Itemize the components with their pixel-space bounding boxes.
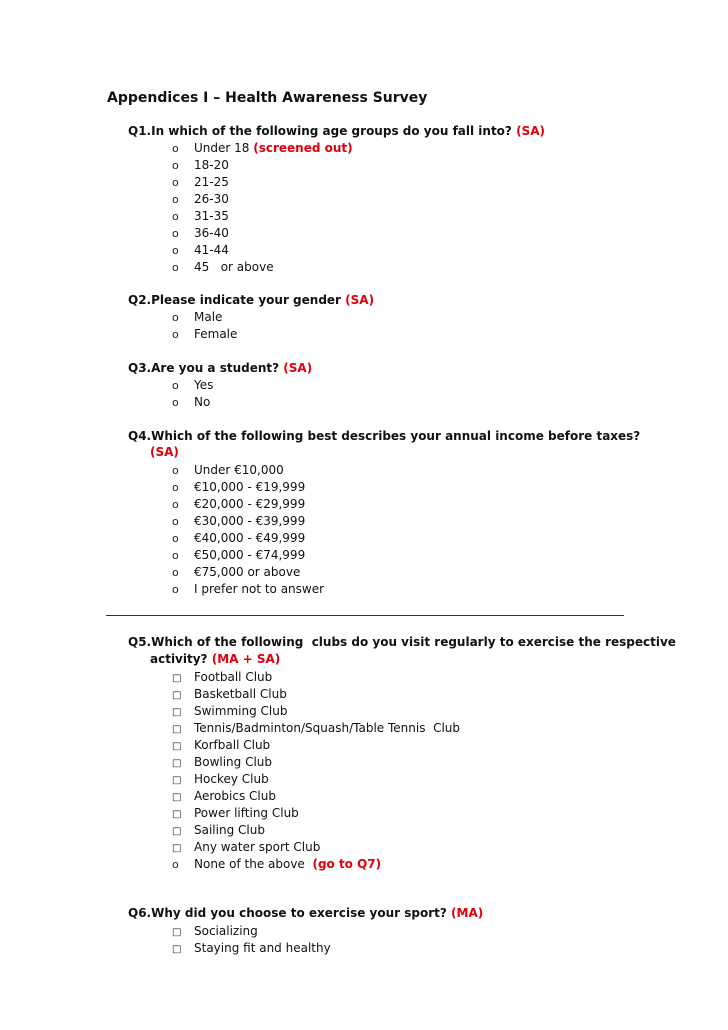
question-text: Please indicate your gender: [151, 293, 341, 307]
question-q3: [128, 361, 312, 375]
question-text: activity?: [150, 652, 208, 666]
radio-circle-icon[interactable]: o: [172, 532, 179, 545]
option-label: Swimming Club: [194, 704, 288, 718]
radio-circle-icon[interactable]: o: [172, 328, 179, 341]
option-item[interactable]: [172, 377, 213, 393]
option-label: Basketball Club: [194, 687, 287, 701]
checkbox-square-icon[interactable]: □: [172, 673, 182, 684]
option-label: €50,000 - €74,999: [194, 548, 306, 562]
option-label: Korfball Club: [194, 738, 271, 752]
option-item[interactable]: [172, 309, 222, 325]
option-item[interactable]: [172, 191, 229, 207]
option-label: Power lifting Club: [194, 806, 299, 820]
option-label: Sailing Club: [194, 823, 265, 837]
option-item[interactable]: [172, 157, 229, 173]
option-label: Female: [194, 327, 238, 341]
option-label: Yes: [194, 378, 214, 392]
option-label: Socializing: [194, 924, 258, 938]
option-label: Staying fit and healthy: [194, 941, 331, 955]
option-label: No: [194, 395, 211, 409]
question-text: Which of the following clubs do you visit regularly to exercise the respective: [151, 635, 676, 649]
option-item[interactable]: [172, 720, 460, 736]
option-label: €30,000 - €39,999: [194, 514, 306, 528]
option-item[interactable]: [172, 788, 276, 804]
question-number: Q1.: [128, 124, 152, 138]
option-item[interactable]: [172, 564, 300, 580]
question-tag: (SA): [516, 124, 545, 138]
option-item[interactable]: [172, 208, 229, 224]
option-item[interactable]: [172, 513, 305, 529]
radio-circle-icon[interactable]: o: [172, 464, 179, 477]
section-divider: [106, 615, 624, 616]
checkbox-square-icon[interactable]: □: [172, 724, 182, 735]
option-item[interactable]: [172, 669, 272, 685]
page-title: Appendices I – Health Awareness Survey: [107, 90, 428, 106]
option-item[interactable]: [172, 822, 265, 838]
radio-circle-icon[interactable]: o: [172, 549, 179, 562]
question-q5: [128, 635, 676, 649]
question-text-continued: [150, 652, 280, 666]
checkbox-square-icon[interactable]: □: [172, 758, 182, 769]
option-label: €40,000 - €49,999: [194, 531, 306, 545]
option-item[interactable]: [172, 259, 274, 275]
option-item[interactable]: [172, 394, 210, 410]
question-number: Q2.: [128, 293, 152, 307]
option-item[interactable]: [172, 174, 229, 190]
radio-circle-icon[interactable]: o: [172, 227, 179, 240]
option-item[interactable]: [172, 703, 287, 719]
question-tag: (SA): [345, 293, 375, 307]
option-label: Male: [194, 310, 223, 324]
radio-circle-icon[interactable]: o: [172, 583, 179, 596]
checkbox-square-icon[interactable]: □: [172, 690, 182, 701]
option-label: Any water sport Club: [194, 840, 321, 854]
checkbox-square-icon[interactable]: □: [172, 707, 182, 718]
option-label: Under 18: [194, 141, 250, 155]
question-text: Why did you choose to exercise your sport?: [151, 906, 447, 920]
question-q2: [128, 293, 374, 307]
option-item[interactable]: [172, 754, 272, 770]
question-q1: [128, 124, 545, 138]
checkbox-square-icon[interactable]: □: [172, 809, 182, 820]
option-item[interactable]: [172, 771, 269, 787]
checkbox-square-icon[interactable]: □: [172, 944, 182, 955]
radio-circle-icon[interactable]: o: [172, 193, 179, 206]
radio-circle-icon[interactable]: o: [172, 244, 179, 257]
option-label: 18-20: [194, 158, 229, 172]
option-item[interactable]: [172, 242, 229, 258]
option-label: 41-44: [194, 243, 229, 257]
question-tag: (SA): [150, 445, 179, 459]
radio-circle-icon[interactable]: o: [172, 515, 179, 528]
option-label: €20,000 - €29,999: [194, 497, 306, 511]
option-item[interactable]: [172, 225, 229, 241]
option-item[interactable]: [172, 940, 331, 956]
option-item[interactable]: [172, 581, 324, 597]
radio-circle-icon[interactable]: o: [172, 210, 179, 223]
question-tag: (SA): [283, 361, 313, 375]
radio-circle-icon[interactable]: o: [172, 142, 179, 155]
option-label: Bowling Club: [194, 755, 273, 769]
option-item[interactable]: [172, 496, 305, 512]
option-label: €10,000 - €19,999: [194, 480, 306, 494]
question-number: Q5.: [128, 635, 152, 649]
checkbox-square-icon[interactable]: □: [172, 843, 182, 854]
question-text: Are you a student?: [151, 361, 280, 375]
option-label: 26-30: [194, 192, 229, 206]
question-q4: [128, 429, 640, 443]
radio-circle-icon[interactable]: o: [172, 261, 179, 274]
radio-circle-icon[interactable]: o: [172, 159, 179, 172]
option-label: Hockey Club: [194, 772, 269, 786]
radio-circle-icon[interactable]: o: [172, 566, 179, 579]
question-tag: (MA): [451, 906, 484, 920]
question-number: Q6.: [128, 906, 152, 920]
option-label: 45 or above: [194, 260, 274, 274]
option-item[interactable]: [172, 805, 299, 821]
option-item[interactable]: [172, 530, 305, 546]
checkbox-square-icon[interactable]: □: [172, 792, 182, 803]
question-q6: [128, 906, 483, 920]
option-note: (go to Q7): [312, 857, 382, 871]
option-item[interactable]: [172, 686, 287, 702]
option-item[interactable]: [172, 140, 353, 156]
option-item[interactable]: [172, 462, 284, 478]
option-item[interactable]: [172, 923, 258, 939]
option-label: I prefer not to answer: [194, 582, 325, 596]
radio-circle-icon[interactable]: o: [172, 176, 179, 189]
option-label: Tennis/Badminton/Squash/Table Tennis Club: [194, 721, 461, 735]
option-label: 31-35: [194, 209, 229, 223]
radio-circle-icon[interactable]: o: [172, 858, 179, 871]
checkbox-square-icon[interactable]: □: [172, 741, 182, 752]
question-text: In which of the following age groups do you fall into?: [151, 124, 512, 138]
option-item[interactable]: [172, 326, 237, 342]
radio-circle-icon[interactable]: o: [172, 379, 179, 392]
option-item[interactable]: [172, 479, 305, 495]
option-item[interactable]: [172, 856, 381, 872]
radio-circle-icon[interactable]: o: [172, 311, 179, 324]
checkbox-square-icon[interactable]: □: [172, 826, 182, 837]
option-item[interactable]: [172, 547, 305, 563]
checkbox-square-icon[interactable]: □: [172, 775, 182, 786]
option-label: €75,000 or above: [194, 565, 301, 579]
radio-circle-icon[interactable]: o: [172, 396, 179, 409]
option-label: 21-25: [194, 175, 229, 189]
option-item[interactable]: [172, 737, 270, 753]
option-label: 36-40: [194, 226, 229, 240]
option-label: Under €10,000: [194, 463, 284, 477]
checkbox-square-icon[interactable]: □: [172, 927, 182, 938]
radio-circle-icon[interactable]: o: [172, 498, 179, 511]
question-tag: (MA + SA): [211, 652, 281, 666]
option-item[interactable]: [172, 839, 320, 855]
question-number: Q3.: [128, 361, 152, 375]
option-note: (screened out): [253, 141, 353, 155]
question-number: Q4.: [128, 429, 152, 443]
option-label: Football Club: [194, 670, 273, 684]
option-label: None of the above: [194, 857, 305, 871]
question-text: Which of the following best describes your annual income before taxes?: [151, 429, 641, 443]
option-label: Aerobics Club: [194, 789, 276, 803]
radio-circle-icon[interactable]: o: [172, 481, 179, 494]
